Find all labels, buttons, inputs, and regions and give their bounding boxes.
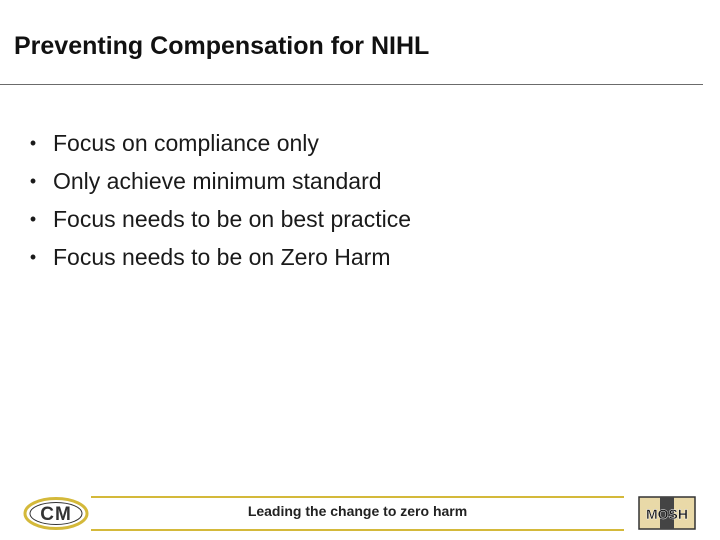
bullet-text: Focus on compliance only bbox=[53, 130, 319, 156]
bullet-text: Focus needs to be on best practice bbox=[53, 206, 411, 232]
bullet-item bbox=[26, 162, 411, 200]
mosh-logo-text: MOSH bbox=[646, 506, 688, 522]
bullet-item bbox=[26, 200, 411, 238]
cm-logo-text: CM bbox=[40, 504, 72, 525]
mosh-logo bbox=[638, 496, 696, 530]
bullet-text: Only achieve minimum standard bbox=[53, 168, 382, 194]
footer-tagline: Leading the change to zero harm bbox=[247, 503, 468, 519]
bullet-list bbox=[26, 124, 411, 276]
footer-rule-top bbox=[91, 496, 624, 498]
bullet-text: Focus needs to be on Zero Harm bbox=[53, 244, 391, 270]
footer-rule-bottom bbox=[91, 529, 624, 531]
bullet-item bbox=[26, 238, 411, 276]
bullet-item bbox=[26, 124, 411, 162]
title-divider bbox=[0, 84, 703, 85]
cm-logo bbox=[23, 495, 89, 532]
bullet-glyph: • bbox=[29, 171, 37, 191]
bullet-glyph: • bbox=[29, 209, 37, 229]
slide-title: Preventing Compensation for NIHL bbox=[14, 32, 430, 60]
bullet-glyph: • bbox=[29, 247, 37, 267]
bullet-glyph: • bbox=[29, 133, 37, 153]
